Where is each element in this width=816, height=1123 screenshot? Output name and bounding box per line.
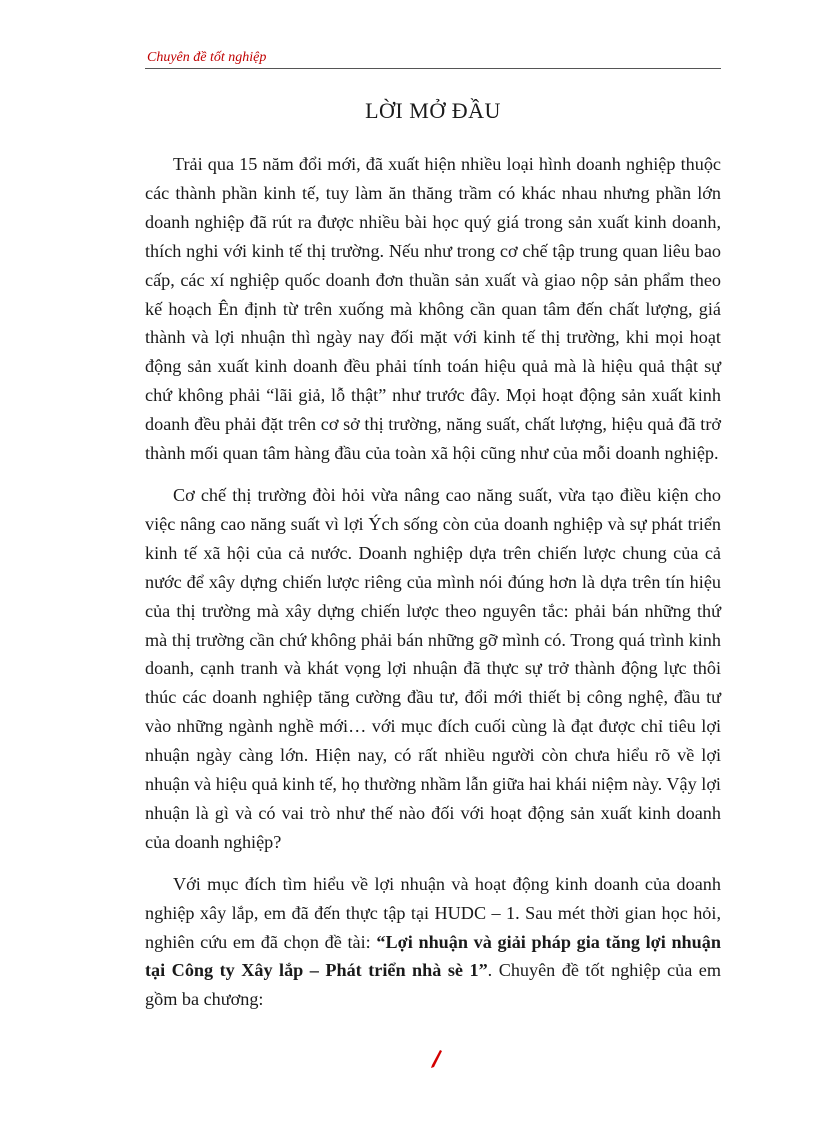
header-text: Chuyên đề tốt nghiệp <box>147 50 267 65</box>
body-text <box>145 150 721 1027</box>
page-mark-icon <box>428 1048 444 1070</box>
paragraph-3-text: Với mục đích tìm hiểu về lợi nhuận và hoạt động kinh doanh của doanh nghiệp xây lắp, em đã đến thực tập tại HUDC – 1. Sau mét thời gian học hỏi, nghiên cứu em đã chọn đề tài: <box>145 873 721 952</box>
paragraph-1: Trải qua 15 năm đổi mới, đã xuất hiện nhiều loại hình doanh nghiệp thuộc các thành phần kinh tế, tuy làm ăn thăng trầm có khác nhau nhưng phần lớn doanh nghiệp đã rút ra được nhiều bài học quý giá trong sản xuất kinh doanh, thích nghi với kinh tế thị trường. Nếu như trong cơ chế tập trung quan liêu bao cấp, các xí nghiệp quốc doanh đơn thuần sản xuất và giao nộp sản phẩm theo kế hoạch Ên định từ trên xuống mà không cần quan tâm đến chất lượng, giá thành và lợi nhuận thì ngày nay đối mặt với kinh tế thị trường, khi mọi hoạt động sản xuất kinh doanh đều phải tính toán hiệu quả mà là hiệu quả thật sự chứ không phải “lãi giả, lỗ thật” như trước đây. Mọi hoạt động sản xuất kinh doanh đều phải đặt trên cơ sở thị trường, năng suất, chất lượng, hiệu quả đã trở thành mối quan tâm hàng đầu của toàn xã hội cũng như của mỗi doanh nghiệp. <box>145 154 721 464</box>
paragraph-3 <box>145 870 721 1015</box>
paragraph-2: Cơ chế thị trường đòi hỏi vừa nâng cao năng suất, vừa tạo điều kiện cho việc nâng cao năng suất vì lợi Ých sống còn của doanh nghiệp và sự phát triển kinh tế xã hội của cả nước. Doanh nghiệp dựa trên chiến lược chung của cả nước để xây dựng chiến lược riêng của mình nói đúng hơn là dựa trên tín hiệu của thị trường mà xây dựng chiến lược theo nguyên tắc: phải bán những thứ mà thị trường cần chứ không phải bán những gỡ mình có. Trong quá trình kinh doanh, cạnh tranh và khát vọng lợi nhuận đã thực sự trở thành động lực thôi thúc các doanh nghiệp tăng cường đầu tư, đổi mới thiết bị công nghệ, đầu tư vào những ngành nghề mới… với mục đích cuối cùng là đạt được chỉ tiêu lợi nhuận ngày càng lớn. Hiện nay, có rất nhiều người còn chưa hiểu rõ về lợi nhuận và hiệu quả kinh tế, họ thường nhầm lẫn giữa hai khái niệm này. Vậy lợi nhuận là gì và có vai trò như thế nào đối với hoạt động sản xuất kinh doanh của doanh nghiệp? <box>145 484 721 852</box>
page-title: LỜI MỞ ĐẦU <box>365 98 501 123</box>
page-header <box>145 48 721 69</box>
thesis-topic: “Lợi nhuận và giải pháp gia tăng lợi nhuận tại Công ty Xây lắp – Phát triển nhà sè 1” <box>145 931 721 981</box>
paragraph-3-end: . Chuyên đề tốt nghiệp của em gồm ba chương: <box>145 960 721 1010</box>
